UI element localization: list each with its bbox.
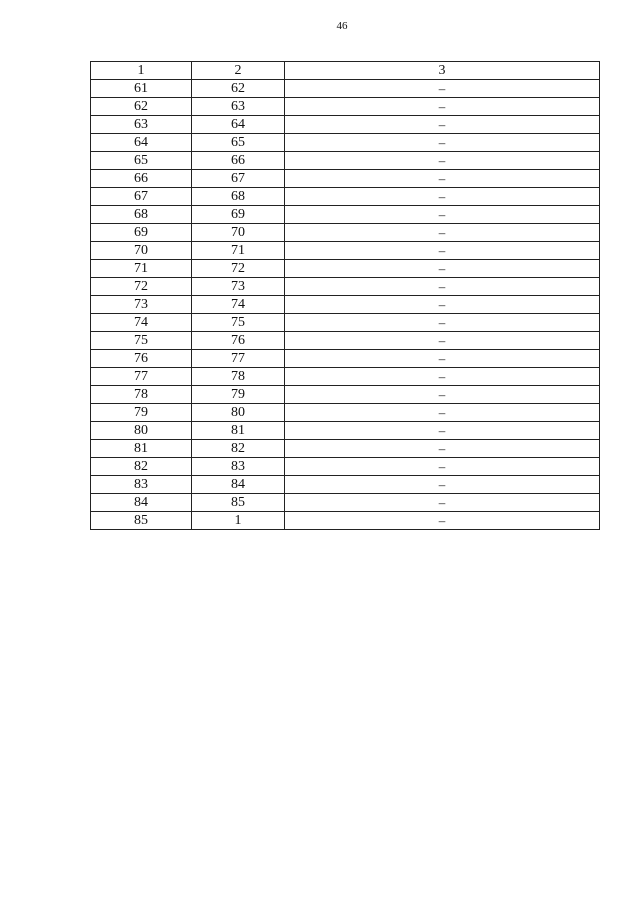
- table-cell-col1: 70: [91, 242, 192, 260]
- table-cell-col2: 63: [192, 98, 285, 116]
- table-cell-col1: 84: [91, 494, 192, 512]
- table-cell-col2: 79: [192, 386, 285, 404]
- table-cell-col2: 76: [192, 332, 285, 350]
- table-cell-col2: 68: [192, 188, 285, 206]
- table-cell-col3: –: [285, 494, 600, 512]
- table-row: [91, 98, 600, 116]
- table-cell-col3: –: [285, 260, 600, 278]
- table-row: [91, 332, 600, 350]
- table-row: [91, 152, 600, 170]
- table-cell-col2: 83: [192, 458, 285, 476]
- table-cell-col1: 66: [91, 170, 192, 188]
- table-header: [91, 62, 600, 80]
- table-cell-col2: 82: [192, 440, 285, 458]
- table-cell-col2: 71: [192, 242, 285, 260]
- table-row: [91, 314, 600, 332]
- table-cell-col3: –: [285, 332, 600, 350]
- table-cell-col1: 74: [91, 314, 192, 332]
- table-cell-col1: 82: [91, 458, 192, 476]
- table-row: [91, 422, 600, 440]
- table-cell-col2: 84: [192, 476, 285, 494]
- table-row: [91, 476, 600, 494]
- table-cell-col3: –: [285, 80, 600, 98]
- table-cell-col3: –: [285, 314, 600, 332]
- table-cell-col1: 71: [91, 260, 192, 278]
- table-cell-col3: –: [285, 296, 600, 314]
- header-cell-col1: 1: [91, 62, 192, 80]
- header-cell-col2: 2: [192, 62, 285, 80]
- table-cell-col2: 80: [192, 404, 285, 422]
- table-cell-col3: –: [285, 116, 600, 134]
- table-cell-col1: 85: [91, 512, 192, 530]
- header-cell-col3: 3: [285, 62, 600, 80]
- table-cell-col1: 63: [91, 116, 192, 134]
- table-row: [91, 116, 600, 134]
- table-cell-col3: –: [285, 170, 600, 188]
- table-cell-col3: –: [285, 458, 600, 476]
- table-row: [91, 386, 600, 404]
- table-cell-col1: 73: [91, 296, 192, 314]
- table-cell-col3: –: [285, 188, 600, 206]
- table-cell-col2: 66: [192, 152, 285, 170]
- table-cell-col1: 80: [91, 422, 192, 440]
- table-cell-col3: –: [285, 422, 600, 440]
- data-table: [90, 61, 600, 530]
- table-cell-col1: 65: [91, 152, 192, 170]
- table-row: [91, 458, 600, 476]
- table-cell-col3: –: [285, 206, 600, 224]
- table-row: [91, 80, 600, 98]
- table-cell-col1: 83: [91, 476, 192, 494]
- table-cell-col3: –: [285, 152, 600, 170]
- table-cell-col3: –: [285, 476, 600, 494]
- table-row: [91, 440, 600, 458]
- table-cell-col2: 69: [192, 206, 285, 224]
- table-cell-col1: 72: [91, 278, 192, 296]
- table-cell-col1: 79: [91, 404, 192, 422]
- table-cell-col2: 75: [192, 314, 285, 332]
- table-row: [91, 170, 600, 188]
- table-row: [91, 224, 600, 242]
- table-row: [91, 278, 600, 296]
- table-row: [91, 494, 600, 512]
- table-cell-col2: 62: [192, 80, 285, 98]
- table-cell-col2: 64: [192, 116, 285, 134]
- table-cell-col3: –: [285, 224, 600, 242]
- table-cell-col1: 78: [91, 386, 192, 404]
- table-cell-col1: 67: [91, 188, 192, 206]
- table-cell-col2: 77: [192, 350, 285, 368]
- table-cell-col3: –: [285, 278, 600, 296]
- table-row: [91, 134, 600, 152]
- table-cell-col3: –: [285, 98, 600, 116]
- table-cell-col3: –: [285, 242, 600, 260]
- table-cell-col1: 76: [91, 350, 192, 368]
- table-cell-col1: 62: [91, 98, 192, 116]
- header-row: [91, 62, 600, 80]
- table-cell-col2: 67: [192, 170, 285, 188]
- table-row: [91, 404, 600, 422]
- table-cell-col3: –: [285, 512, 600, 530]
- table-row: [91, 368, 600, 386]
- table-row: [91, 350, 600, 368]
- table-cell-col2: 73: [192, 278, 285, 296]
- table-cell-col1: 64: [91, 134, 192, 152]
- table-row: [91, 206, 600, 224]
- table-cell-col3: –: [285, 440, 600, 458]
- table-row: [91, 296, 600, 314]
- page-number: 46: [336, 20, 348, 32]
- table-cell-col2: 70: [192, 224, 285, 242]
- table-cell-col3: –: [285, 368, 600, 386]
- table-cell-col3: –: [285, 350, 600, 368]
- table-cell-col3: –: [285, 386, 600, 404]
- table-row: [91, 260, 600, 278]
- table-cell-col2: 72: [192, 260, 285, 278]
- table-row: [91, 242, 600, 260]
- table-cell-col2: 81: [192, 422, 285, 440]
- table-cell-col1: 81: [91, 440, 192, 458]
- table-cell-col1: 68: [91, 206, 192, 224]
- table-row: [91, 188, 600, 206]
- table-cell-col1: 75: [91, 332, 192, 350]
- table-cell-col2: 1: [192, 512, 285, 530]
- table-row: [91, 512, 600, 530]
- table-cell-col3: –: [285, 134, 600, 152]
- table-cell-col1: 61: [91, 80, 192, 98]
- table-cell-col2: 65: [192, 134, 285, 152]
- table-cell-col2: 74: [192, 296, 285, 314]
- table-cell-col2: 85: [192, 494, 285, 512]
- table-cell-col1: 69: [91, 224, 192, 242]
- table-cell-col3: –: [285, 404, 600, 422]
- table-cell-col2: 78: [192, 368, 285, 386]
- table-body: [91, 80, 600, 530]
- table-cell-col1: 77: [91, 368, 192, 386]
